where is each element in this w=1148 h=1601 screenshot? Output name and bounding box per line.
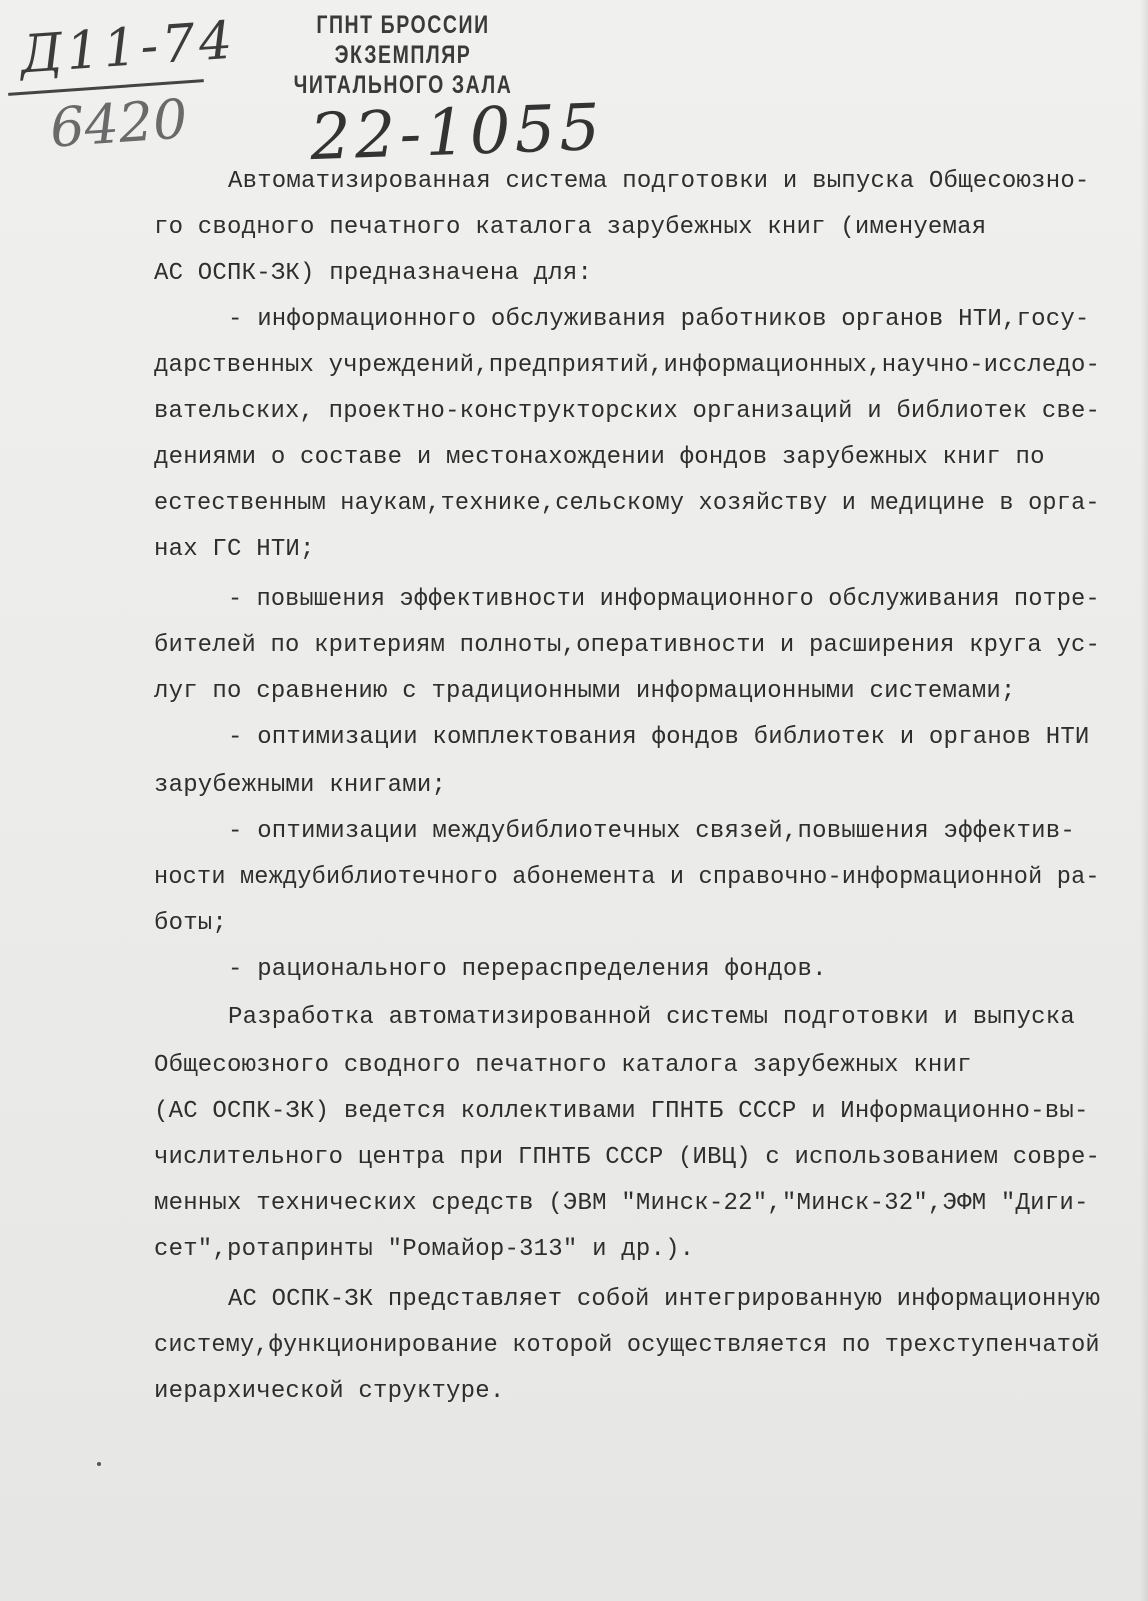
scan-speck — [97, 1462, 101, 1466]
item-4-line-1: - оптимизации междубиблиотечных связей,повышения эффектив- — [228, 818, 1075, 845]
item-2-line-1: - повышения эффективности информационного обслуживания потре- — [228, 586, 1100, 613]
stamp-line-3: ЧИТАЛЬНОГО ЗАЛА — [293, 71, 513, 99]
structure-line-1: АС ОСПК-ЗК представляет собой интегрированную информационную — [228, 1286, 1101, 1313]
item-1-line-3: вательских, проектно-конструкторских организаций и библиотек све- — [154, 398, 1101, 425]
development-line-3: (АС ОСПК-ЗК) ведется коллективами ГПНТБ СССР и Информационно-вы- — [154, 1098, 1089, 1125]
handwritten-shelf-number: 6420 — [47, 87, 190, 160]
item-3-line-1: - оптимизации комплектования фондов библиотек и органов НТИ — [228, 724, 1090, 751]
development-line-5: менных технических средств (ЭВМ "Минск-22","Минск-32",ЭФМ "Диги- — [154, 1190, 1089, 1217]
structure-line-3: иерархической структуре. — [154, 1378, 505, 1405]
intro-line-2: го сводного печатного каталога зарубежных книг (именуемая — [154, 214, 987, 241]
item-3-line-2: зарубежными книгами; — [154, 772, 447, 799]
stamp-line-1: ГПНТ БРОССИИ — [316, 11, 490, 39]
page-edge-shadow — [1140, 0, 1148, 1601]
structure-line-2: систему,функционирование которой осуществляется по трехступенчатой — [154, 1332, 1100, 1359]
item-2-line-2: бителей по критериям полноты,оперативности и расширения круга ус- — [154, 632, 1101, 659]
item-1-line-4: дениями о составе и местонахождении фондов зарубежных книг по — [154, 444, 1045, 471]
stamp-line-2: ЭКЗЕМПЛЯР — [334, 41, 472, 69]
item-1-line-2: дарственных учреждений,предприятий,информационных,научно-исследо- — [154, 352, 1101, 379]
item-5-line-1: - рационального перераспределения фондов. — [228, 956, 827, 983]
item-4-line-3: боты; — [154, 910, 228, 937]
library-stamp — [286, 10, 520, 100]
item-1-line-5: естественным наукам,технике,сельскому хозяйству и медицине в орга- — [154, 490, 1100, 517]
item-4-line-2: ности междубиблиотечного абонемента и справочно-информационной ра- — [154, 864, 1100, 891]
intro-line-3: АС ОСПК-ЗК) предназначена для: — [154, 260, 593, 287]
intro-line-1: Автоматизированная система подготовки и выпуска Общесоюзно- — [228, 168, 1090, 195]
development-line-6: сет",ротапринты "Ромайор-313" и др.). — [154, 1236, 695, 1263]
development-line-4: числительного центра при ГПНТБ СССР (ИВЦ) с использованием совре- — [154, 1144, 1101, 1171]
item-1-line-6: нах ГС НТИ; — [154, 536, 315, 563]
item-1-line-1: - информационного обслуживания работников органов НТИ,госу- — [228, 306, 1090, 333]
handwritten-shelf-code: Д11-74 — [18, 10, 239, 86]
handwritten-registration-number: 22-1055 — [308, 90, 606, 176]
development-line-1: Разработка автоматизированной системы подготовки и выпуска — [228, 1004, 1075, 1031]
development-line-2: Общесоюзного сводного печатного каталога зарубежных книг — [154, 1052, 972, 1079]
item-2-line-3: луг по сравнению с традиционными информационными системами; — [154, 678, 1016, 705]
